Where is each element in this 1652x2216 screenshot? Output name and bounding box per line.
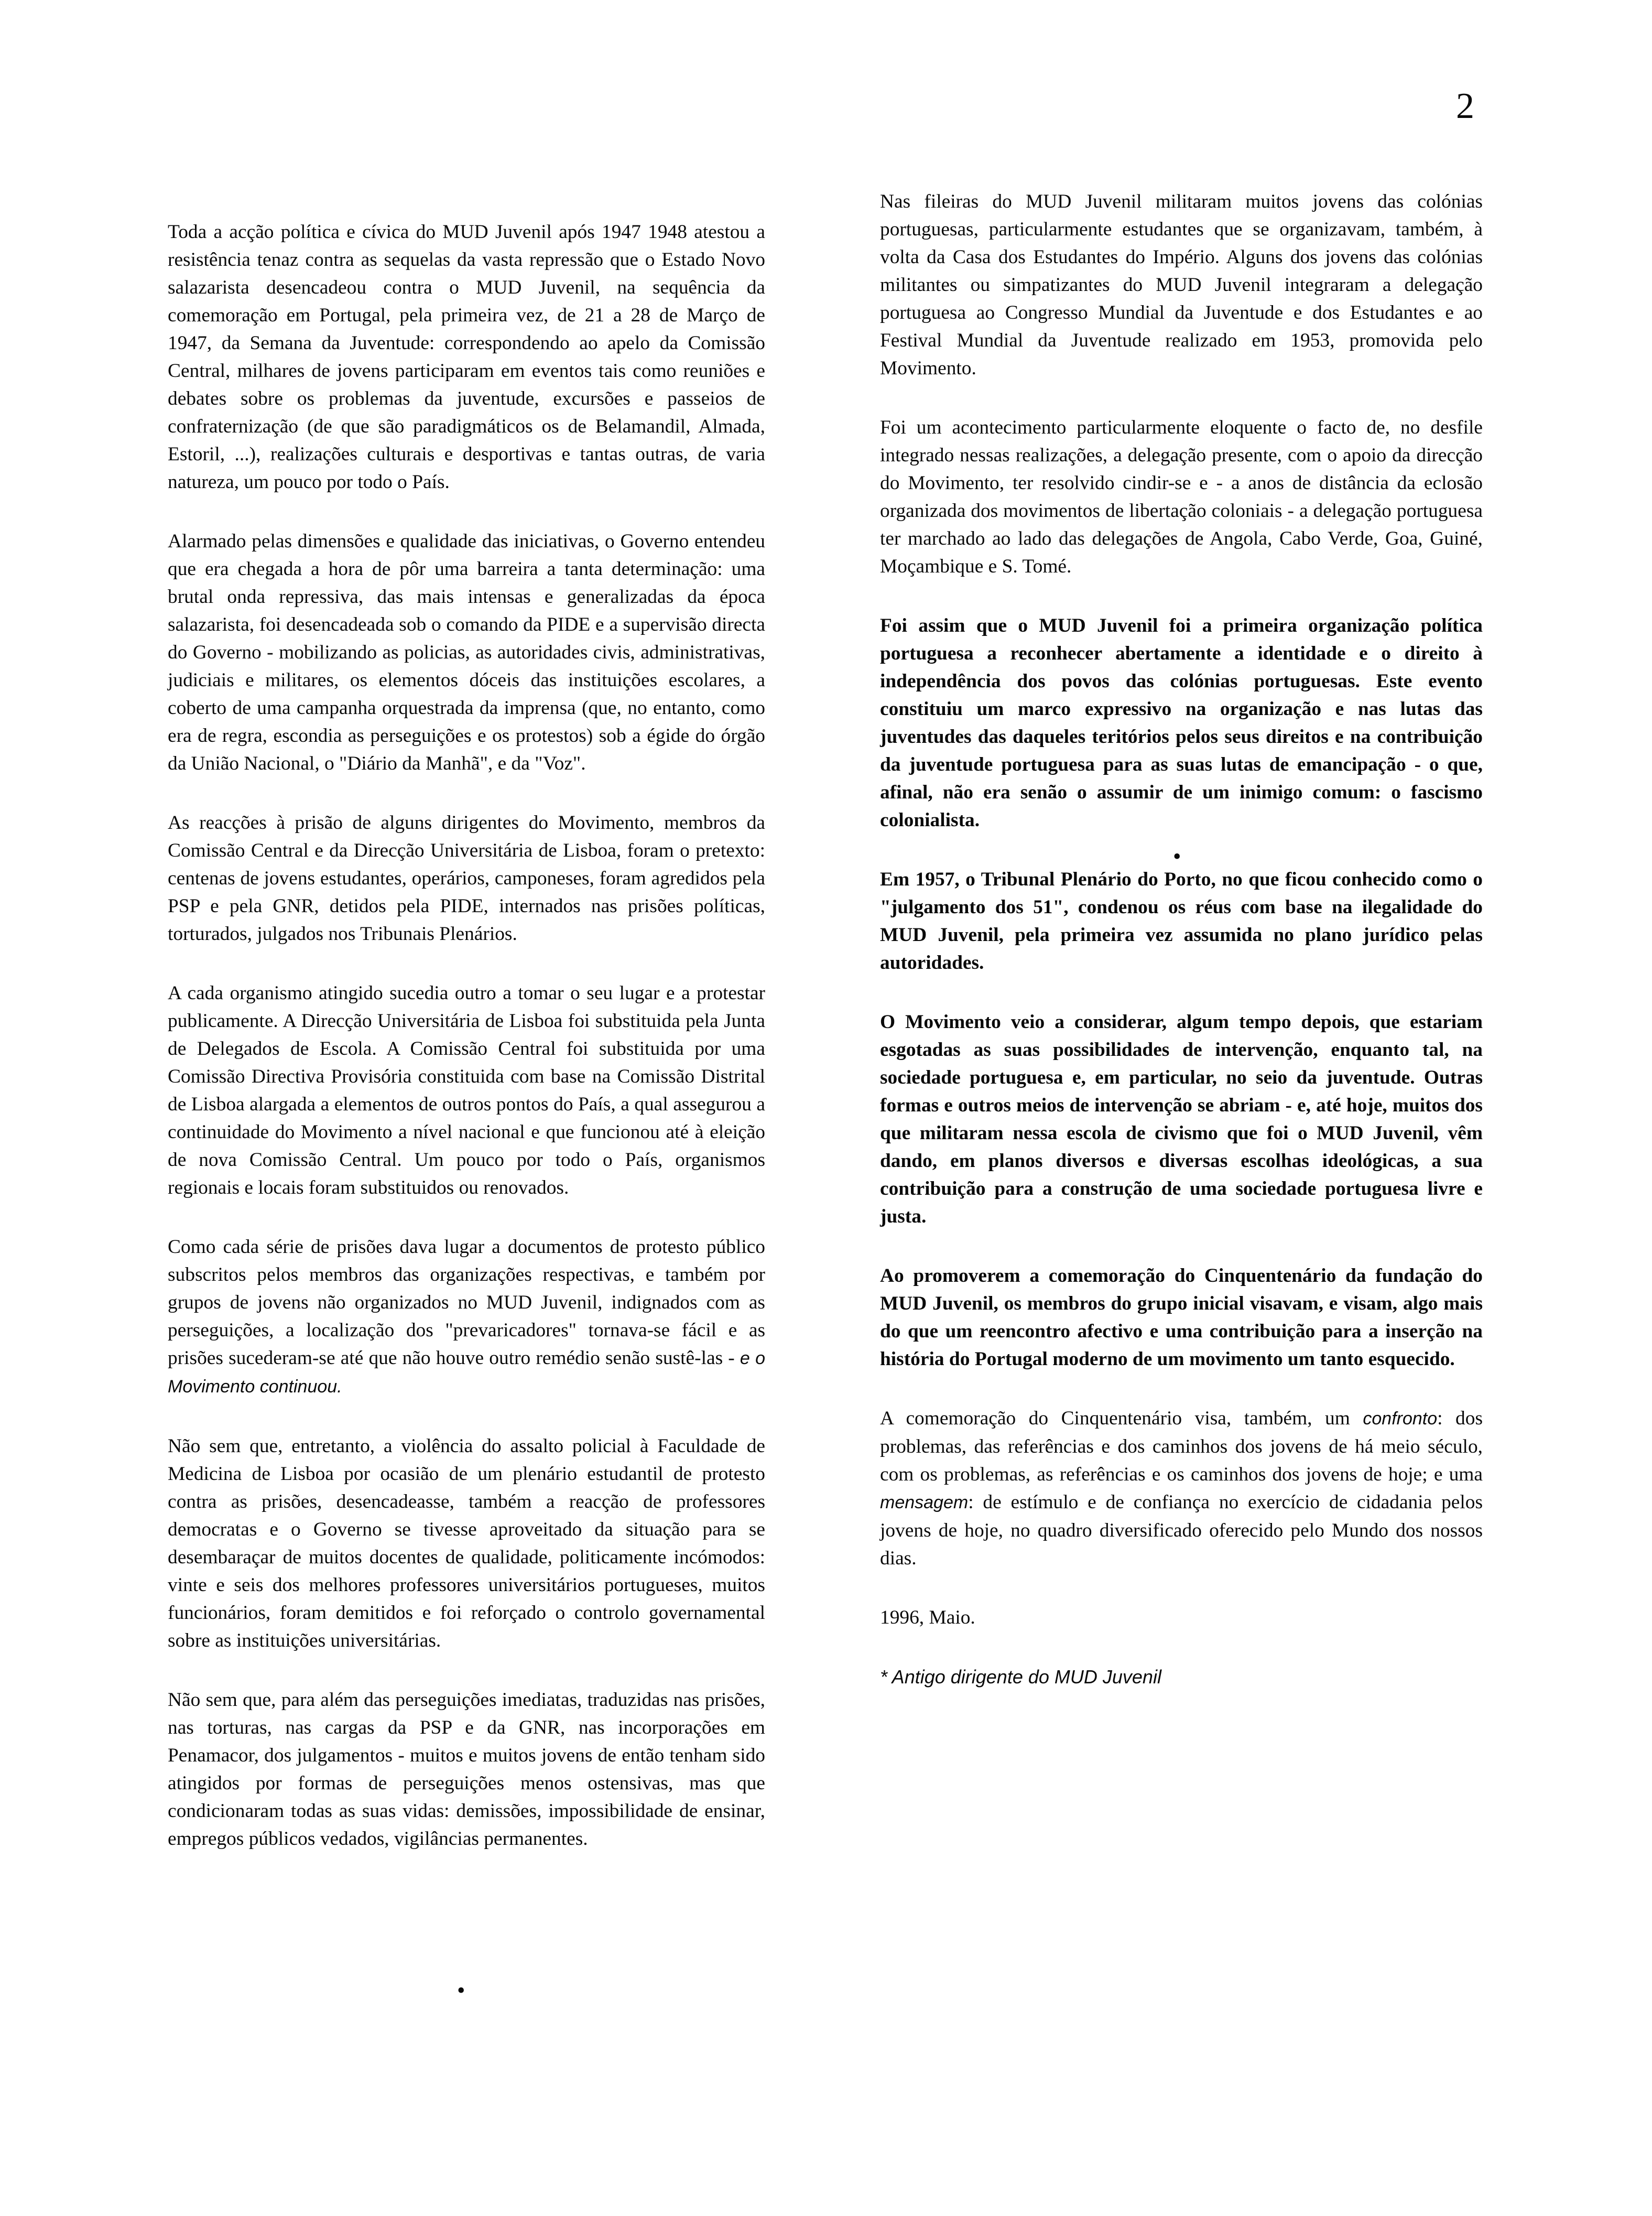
emphasis: confronto: [1363, 1409, 1438, 1429]
bullet-mark: •: [457, 1977, 465, 2003]
paragraph: Foi assim que o MUD Juvenil foi a primeira organização política portuguesa a reconhecer abertamente a identidade e o direito à independência dos povos das colónias portuguesas. Este evento constituiu um marco expressivo na organização e nas lutas das juventudes das daqueles teritórios pelos seus direitos e na contribuição da juventude portuguesa para as suas lutas de emancipação - o que, afinal, não era senão o assumir de um inimigo comum: o fascismo colonialista.: [880, 615, 1483, 831]
italic-continuation: e o Movimento continuou.: [168, 1348, 766, 1397]
paragraph: Nas fileiras do MUD Juvenil militaram muitos jovens das colónias portuguesas, particularmente estudantes que se organizavam, também, à volta da Casa dos Estudantes do Império. Alguns dos jovens das colónias militantes ou simpatizantes do MUD Juvenil integraram a delegação portuguesa ao Congresso Mundial da Juventude e dos Estudantes e ao Festival Mundial da Juventude realizado em 1953, promovida pelo Movimento.: [880, 191, 1483, 379]
paragraph-text: : dos problemas, das referências e dos caminhos dos jovens de há meio século, com os problemas, as referências e os caminhos dos jovens de hoje; e uma: [880, 1408, 1483, 1485]
paragraph: [168, 1233, 765, 1401]
right-column: [880, 188, 1483, 1722]
date-line: 1996, Maio.: [880, 1607, 975, 1628]
paragraph: Alarmado pelas dimensões e qualidade das iniciativas, o Governo entendeu que era chegada a hora de pôr uma barreira a tanta determinação: uma brutal onda repressiva, das mais intensas e generalizadas da época salazarista, foi desencadeada sob o comando da PIDE e a supervisão directa do Governo - mobilizando as policias, as autoridades civis, administrativas, judiciais e militares, os elementos dóceis das instituições escolares, a coberto de uma campanha orquestrada da imprensa (que, no entanto, como era de regra, escondia as perseguições e os protestos) sob a égide do órgão da União Nacional, o "Diário da Manhã", e da "Voz".: [168, 531, 765, 774]
paragraph-text: : de estímulo e de confiança no exercício de cidadania pelos jovens de hoje, no quadro diversificado oferecido pelo Mundo dos nossos dias.: [880, 1491, 1483, 1569]
paragraph: Toda a acção política e cívica do MUD Juvenil após 1947 1948 atestou a resistência tenaz contra as sequelas da vasta repressão que o Estado Novo salazarista desencadeou contra o MUD Juvenil, na sequência da comemoração em Portugal, pela primeira vez, de 21 a 28 de Março de 1947, da Semana da Juventude: correspondendo ao apelo da Comissão Central, milhares de jovens participaram em eventos tais como reuniões e debates sobre os problemas da juventude, excursões e passeios de confraternização (de que são paradigmáticos os de Belamandil, Almada, Estoril, ...), realizações culturais e desportivas e tantas outras, de varia natureza, um pouco por todo o País.: [168, 221, 765, 493]
left-column: [168, 218, 765, 1884]
paragraph: Foi um acontecimento particularmente eloquente o facto de, no desfile integrado nessas realizações, a delegação presente, com o apoio da direcção do Movimento, ter resolvido cindir-se e - a anos de distância da eclosão organizada dos movimentos de libertação coloniais - a delegação portuguesa ter marchado ao lado das delegações de Angola, Cabo Verde, Goa, Guiné, Moçambique e S. Tomé.: [880, 417, 1483, 577]
paragraph: O Movimento veio a considerar, algum tempo depois, que estariam esgotadas as suas possibilidades de intervenção, enquanto tal, na sociedade portuguesa e, em particular, no seio da juventude. Outras formas e outros meios de intervenção se abriam - e, até hoje, muitos dos que militaram nessa escola de civismo que foi o MUD Juvenil, vêm dando, em planos diversos e diversas escolhas ideológicas, a sua contribuição para a construção de uma sociedade portuguesa livre e justa.: [880, 1011, 1483, 1227]
emphasis: mensagem: [880, 1493, 969, 1512]
page-number: 2: [1456, 86, 1474, 126]
paragraph: Não sem que, entretanto, a violência do assalto policial à Faculdade de Medicina de Lisboa por ocasião de um plenário estudantil de protesto contra as prisões, desencadeasse, também a reacção de professores democratas e o Governo se tivesse aproveitado da situação para se desembaraçar de muitos docentes de qualidade, politicamente incómodos: vinte e seis dos melhores professores universitários portugueses, muitos funcionários, foram demitidos e foi reforçado o controlo governamental sobre as instituições universitárias.: [168, 1435, 765, 1651]
paragraph: Em 1957, o Tribunal Plenário do Porto, no que ficou conhecido como o "julgamento dos 51", condenou os réus com base na ilegalidade do MUD Juvenil, pela primeira vez assumida no plano jurídico pelas autoridades.: [880, 869, 1483, 974]
paragraph: Ao promoverem a comemoração do Cinquentenário da fundação do MUD Juvenil, os membros do grupo inicial visavam, e visam, algo mais do que um reencontro afectivo e uma contribuição para a inserção na história do Portugal moderno de um movimento um tanto esquecido.: [880, 1265, 1483, 1370]
footnote: * Antigo dirigente do MUD Juvenil: [880, 1666, 1161, 1688]
paragraph: A cada organismo atingido sucedia outro a tomar o seu lugar e a protestar publicamente. A Direcção Universitária de Lisboa foi substituida pela Junta de Delegados de Escola. A Comissão Central foi substituida por uma Comissão Directiva Provisória constituida com base na Comissão Distrital de Lisboa alargada a elementos de outros pontos do País, a qual assegurou a continuidade do Movimento a nível nacional e que funcionou até à eleição de nova Comissão Central. Um pouco por todo o País, organismos regionais e locais foram substituidos ou renovados.: [168, 982, 765, 1198]
paragraph-text: A comemoração do Cinquentenário visa, também, um: [880, 1408, 1363, 1429]
bullet-mark: •: [1173, 844, 1181, 869]
paragraph: Não sem que, para além das perseguições imediatas, traduzidas nas prisões, nas torturas, nas cargas da PSP e da GNR, nas incorporações em Penamacor, dos julgamentos - muitos e muitos jovens de então tenham sido atingidos por formas de perseguições menos ostensivas, mas que condicionaram todas as suas vidas: demissões, impossibilidade de ensinar, empregos públicos vedados, vigilâncias permanentes.: [168, 1689, 765, 1850]
paragraph-text: Como cada série de prisões dava lugar a documentos de protesto público subscritos pelos membros das organizações respectivas, e também por grupos de jovens não organizados no MUD Juvenil, indignados com as perseguições, a localização dos "prevaricadores" tornava-se fácil e as prisões sucederam-se até que não houve outro remédio senão sustê-las -: [168, 1236, 765, 1369]
paragraph: As reacções à prisão de alguns dirigentes do Movimento, membros da Comissão Central e da Direcção Universitária de Lisboa, foram o pretexto: centenas de jovens estudantes, operários, camponeses, foram agredidos pela PSP e pela GNR, detidos pela PIDE, internados nas prisões políticas, torturados, julgados nos Tribunais Plenários.: [168, 812, 765, 945]
paragraph: [880, 1404, 1483, 1572]
